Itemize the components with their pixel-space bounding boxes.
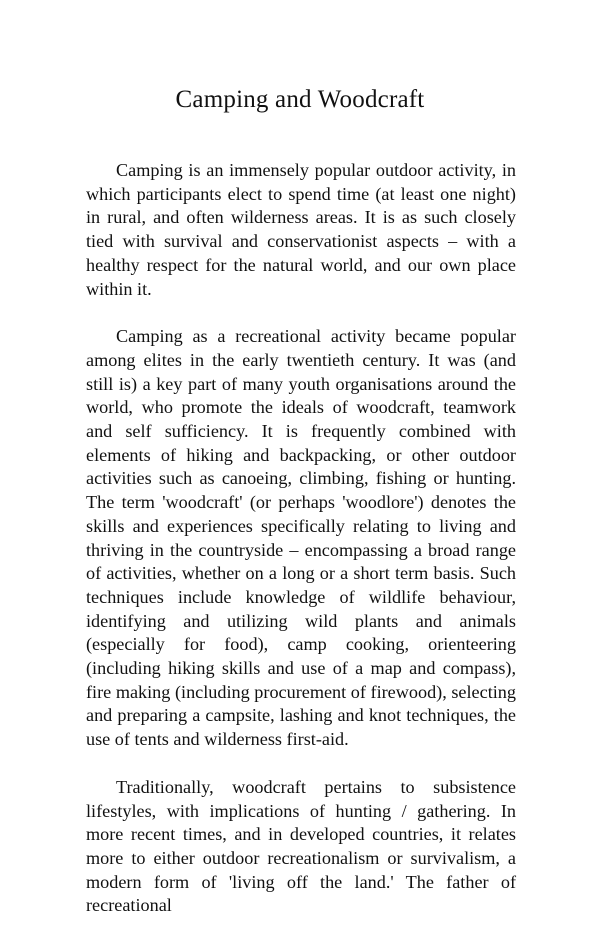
paragraph-2: Camping as a recreational activity became popular among elites in the early twentieth century. It was (and still is) a key part of many youth organisations around the world, who promote the ideals of woodcraft, teamwork and self sufficiency. It is frequently combined with elements of hiking and backpacking, or other outdoor activities such as canoeing, climbing, fishing or hunting. The term 'woodcraft' (or perhaps 'woodlore') denotes the skills and experiences specifically relating to living and thriving in the countryside – encompassing a broad range of activities, whether on a long or a short term basis. Such techniques include knowledge of wildlife behaviour, identifying and utilizing wild plants and animals (especially for food), camp cooking, orienteering (including hiking skills and use of a map and compass), fire making (including procurement of firewood), selecting and preparing a campsite, lashing and knot techniques, the use of tents and wilderness first-aid.	[86, 326, 516, 750]
chapter-title: Camping and Woodcraft	[175, 86, 425, 113]
paragraph-1: Camping is an immensely popular outdoor activity, in which participants elect to spend time (at least one night) in rural, and often wilderness areas. It is as such closely tied with survival and conservationist aspects – with a healthy respect for the natural world, and our own place within it.	[86, 160, 516, 299]
paragraph-3: Traditionally, woodcraft pertains to subsistence lifestyles, with implications of hunting / gathering. In more recent times, and in developed countries, it relates more to either outdoor recreationalism or survivalism, a modern form of 'living off the land.' The father of recreational	[86, 776, 516, 916]
chapter-body	[86, 159, 516, 918]
